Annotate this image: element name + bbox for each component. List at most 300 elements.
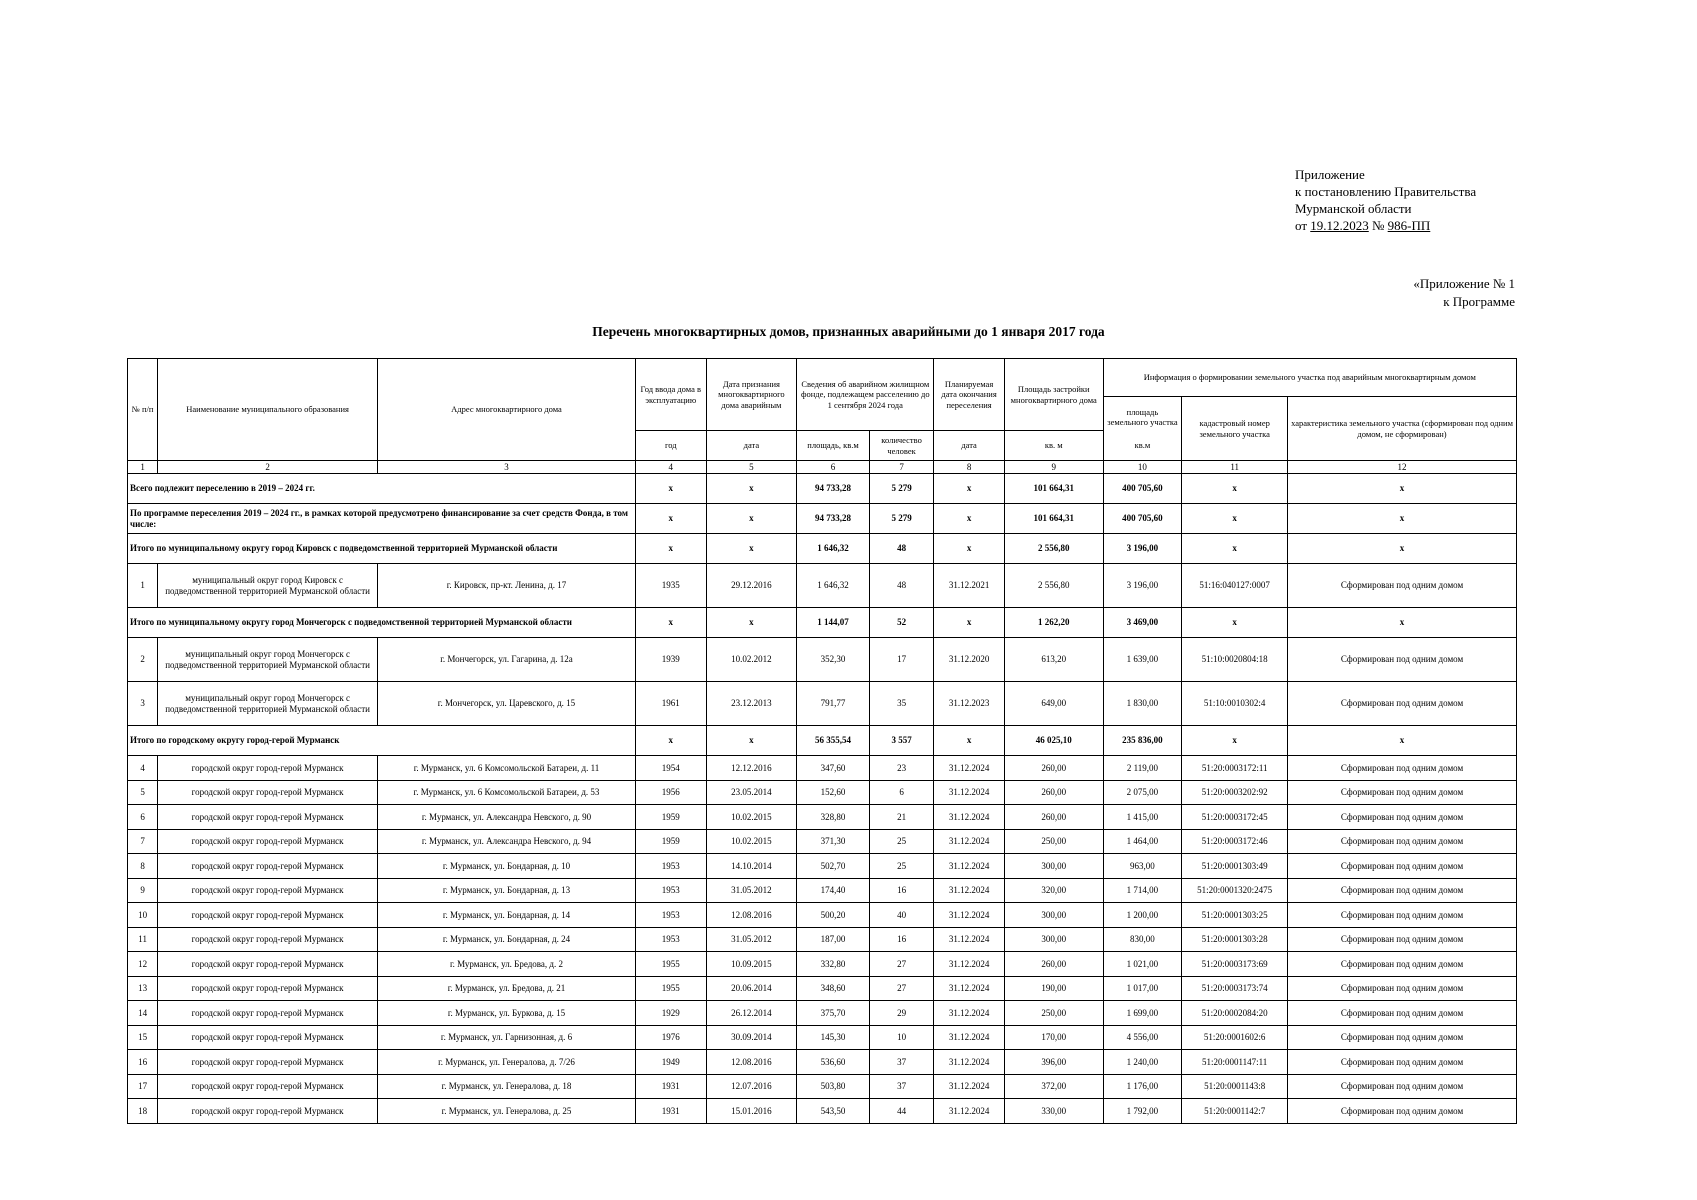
land-char-cell: Сформирован под одним домом bbox=[1288, 878, 1517, 903]
table-row bbox=[128, 854, 1517, 879]
date-cell: 30.09.2014 bbox=[706, 1025, 797, 1050]
summary-cell: x bbox=[706, 608, 797, 638]
built-area-cell: 649,00 bbox=[1004, 682, 1103, 726]
date-cell: 14.10.2014 bbox=[706, 854, 797, 879]
land-area-cell: 1 021,00 bbox=[1103, 952, 1182, 977]
date-cell: 10.09.2015 bbox=[706, 952, 797, 977]
header-cell bbox=[1103, 397, 1182, 461]
area-cell: 352,30 bbox=[797, 638, 870, 682]
header-cell: Год ввода дома в эксплуатацию bbox=[636, 359, 707, 431]
summary-cell: 5 279 bbox=[869, 474, 934, 504]
cadastral-cell: 51:20:0001303:49 bbox=[1182, 854, 1288, 879]
area-cell: 328,80 bbox=[797, 805, 870, 830]
people-cell: 27 bbox=[869, 976, 934, 1001]
address-cell: г. Мурманск, ул. Генералова, д. 7/26 bbox=[377, 1050, 635, 1075]
summary-row bbox=[128, 726, 1517, 756]
header-cell: дата bbox=[934, 431, 1005, 461]
municipality-cell: городской округ город-герой Мурманск bbox=[158, 976, 378, 1001]
summary-cell: x bbox=[1182, 534, 1288, 564]
year-cell: 1953 bbox=[636, 854, 707, 879]
document-title: Перечень многоквартирных домов, признанных аварийными до 1 января 2017 года bbox=[592, 324, 1105, 339]
municipality-cell: городской округ город-герой Мурманск bbox=[158, 805, 378, 830]
end-date-cell: 31.12.2024 bbox=[934, 903, 1005, 928]
summary-cell: x bbox=[636, 534, 707, 564]
summary-cell: 94 733,28 bbox=[797, 504, 870, 534]
program-line: «Приложение № 1 bbox=[1413, 276, 1515, 291]
row-number: 18 bbox=[128, 1099, 158, 1124]
summary-cell: 1 646,32 bbox=[797, 534, 870, 564]
table-row bbox=[128, 976, 1517, 1001]
municipality-cell: муниципальный округ город Кировск с подведомственной территорией Мурманской области bbox=[158, 564, 378, 608]
end-date-cell: 31.12.2024 bbox=[934, 1050, 1005, 1075]
land-char-cell: Сформирован под одним домом bbox=[1288, 829, 1517, 854]
people-cell: 40 bbox=[869, 903, 934, 928]
column-number: 12 bbox=[1288, 461, 1517, 474]
built-area-cell: 2 556,80 bbox=[1004, 564, 1103, 608]
row-number: 14 bbox=[128, 1001, 158, 1026]
land-char-cell: Сформирован под одним домом bbox=[1288, 756, 1517, 781]
people-cell: 35 bbox=[869, 682, 934, 726]
built-area-cell: 260,00 bbox=[1004, 805, 1103, 830]
summary-cell: 400 705,60 bbox=[1103, 474, 1182, 504]
header-cell: площадь, кв.м bbox=[797, 431, 870, 461]
land-area-cell: 1 792,00 bbox=[1103, 1099, 1182, 1124]
year-cell: 1929 bbox=[636, 1001, 707, 1026]
land-char-cell: Сформирован под одним домом bbox=[1288, 903, 1517, 928]
built-area-cell: 190,00 bbox=[1004, 976, 1103, 1001]
people-cell: 21 bbox=[869, 805, 934, 830]
year-cell: 1956 bbox=[636, 780, 707, 805]
summary-label: Всего подлежит переселению в 2019 – 2024 гг. bbox=[128, 474, 636, 504]
appendix-line: Приложение bbox=[1295, 167, 1365, 182]
summary-cell: 94 733,28 bbox=[797, 474, 870, 504]
table-row bbox=[128, 1050, 1517, 1075]
address-cell: г. Мурманск, ул. Бондарная, д. 13 bbox=[377, 878, 635, 903]
table-row bbox=[128, 903, 1517, 928]
column-number: 6 bbox=[797, 461, 870, 474]
summary-row bbox=[128, 608, 1517, 638]
header-cell: Планируемая дата окончания переселения bbox=[934, 359, 1005, 431]
table-row bbox=[128, 1099, 1517, 1124]
end-date-cell: 31.12.2024 bbox=[934, 854, 1005, 879]
land-area-cell: 4 556,00 bbox=[1103, 1025, 1182, 1050]
land-area-cell: 1 176,00 bbox=[1103, 1074, 1182, 1099]
land-area-cell: 1 639,00 bbox=[1103, 638, 1182, 682]
date-cell: 12.07.2016 bbox=[706, 1074, 797, 1099]
row-number: 9 bbox=[128, 878, 158, 903]
cadastral-cell: 51:16:040127:0007 bbox=[1182, 564, 1288, 608]
date-cell: 29.12.2016 bbox=[706, 564, 797, 608]
summary-label: Итого по муниципальному округу город Мончегорск с подведомственной территорией Мурманской области bbox=[128, 608, 636, 638]
date-cell: 26.12.2014 bbox=[706, 1001, 797, 1026]
land-char-cell: Сформирован под одним домом bbox=[1288, 780, 1517, 805]
land-char-cell: Сформирован под одним домом bbox=[1288, 1050, 1517, 1075]
summary-cell: 1 262,20 bbox=[1004, 608, 1103, 638]
column-number: 1 bbox=[128, 461, 158, 474]
municipality-cell: городской округ город-герой Мурманск bbox=[158, 952, 378, 977]
built-area-cell: 170,00 bbox=[1004, 1025, 1103, 1050]
column-number: 11 bbox=[1182, 461, 1288, 474]
cadastral-cell: 51:20:0001602:6 bbox=[1182, 1025, 1288, 1050]
summary-cell: x bbox=[636, 504, 707, 534]
header-cell: год bbox=[636, 431, 707, 461]
people-cell: 27 bbox=[869, 952, 934, 977]
column-number: 8 bbox=[934, 461, 1005, 474]
year-cell: 1955 bbox=[636, 976, 707, 1001]
year-cell: 1953 bbox=[636, 927, 707, 952]
cadastral-cell: 51:20:0001303:28 bbox=[1182, 927, 1288, 952]
summary-cell: x bbox=[934, 726, 1005, 756]
end-date-cell: 31.12.2024 bbox=[934, 1025, 1005, 1050]
summary-cell: 1 144,07 bbox=[797, 608, 870, 638]
end-date-cell: 31.12.2024 bbox=[934, 829, 1005, 854]
built-area-cell: 260,00 bbox=[1004, 780, 1103, 805]
address-cell: г. Мурманск, ул. Бредова, д. 2 bbox=[377, 952, 635, 977]
column-number: 5 bbox=[706, 461, 797, 474]
table-row bbox=[128, 638, 1517, 682]
address-cell: г. Мурманск, ул. Александра Невского, д. 94 bbox=[377, 829, 635, 854]
land-area-cell: 2 119,00 bbox=[1103, 756, 1182, 781]
header-text: площадь земельного участка bbox=[1107, 406, 1178, 428]
summary-label: По программе переселения 2019 – 2024 гг., в рамках которой предусмотрено финансирование за счет средств Фонда, в том числе: bbox=[128, 504, 636, 534]
row-number: 2 bbox=[128, 638, 158, 682]
row-number: 15 bbox=[128, 1025, 158, 1050]
summary-row bbox=[128, 534, 1517, 564]
built-area-cell: 250,00 bbox=[1004, 829, 1103, 854]
land-area-cell: 1 017,00 bbox=[1103, 976, 1182, 1001]
land-char-cell: Сформирован под одним домом bbox=[1288, 682, 1517, 726]
area-cell: 791,77 bbox=[797, 682, 870, 726]
appendix-number: 986-ПП bbox=[1387, 218, 1431, 233]
row-number: 16 bbox=[128, 1050, 158, 1075]
date-cell: 12.08.2016 bbox=[706, 903, 797, 928]
built-area-cell: 260,00 bbox=[1004, 952, 1103, 977]
header-cell: Наименование муниципального образования bbox=[158, 359, 378, 461]
address-cell: г. Мурманск, ул. Гарнизонная, д. 6 bbox=[377, 1025, 635, 1050]
summary-cell: 3 557 bbox=[869, 726, 934, 756]
summary-cell: 3 469,00 bbox=[1103, 608, 1182, 638]
table-row bbox=[128, 927, 1517, 952]
column-number: 7 bbox=[869, 461, 934, 474]
table-row bbox=[128, 780, 1517, 805]
land-char-cell: Сформирован под одним домом bbox=[1288, 805, 1517, 830]
summary-cell: x bbox=[636, 474, 707, 504]
end-date-cell: 31.12.2023 bbox=[934, 682, 1005, 726]
header-cell: Площадь застройки многоквартирного дома bbox=[1004, 359, 1103, 431]
land-char-cell: Сформирован под одним домом bbox=[1288, 1001, 1517, 1026]
area-cell: 375,70 bbox=[797, 1001, 870, 1026]
cadastral-cell: 51:10:0010302:4 bbox=[1182, 682, 1288, 726]
row-number: 8 bbox=[128, 854, 158, 879]
end-date-cell: 31.12.2024 bbox=[934, 927, 1005, 952]
land-char-cell: Сформирован под одним домом bbox=[1288, 854, 1517, 879]
year-cell: 1931 bbox=[636, 1099, 707, 1124]
land-area-cell: 3 196,00 bbox=[1103, 564, 1182, 608]
year-cell: 1931 bbox=[636, 1074, 707, 1099]
end-date-cell: 31.12.2024 bbox=[934, 878, 1005, 903]
municipality-cell: городской округ город-герой Мурманск bbox=[158, 829, 378, 854]
built-area-cell: 330,00 bbox=[1004, 1099, 1103, 1124]
table-row bbox=[128, 1001, 1517, 1026]
area-cell: 543,50 bbox=[797, 1099, 870, 1124]
people-cell: 25 bbox=[869, 829, 934, 854]
land-char-cell: Сформирован под одним домом bbox=[1288, 952, 1517, 977]
date-cell: 12.08.2016 bbox=[706, 1050, 797, 1075]
area-cell: 347,60 bbox=[797, 756, 870, 781]
land-char-cell: Сформирован под одним домом bbox=[1288, 1099, 1517, 1124]
summary-cell: 3 196,00 bbox=[1103, 534, 1182, 564]
header-unit: кв.м bbox=[1134, 439, 1151, 450]
year-cell: 1959 bbox=[636, 805, 707, 830]
year-cell: 1935 bbox=[636, 564, 707, 608]
area-cell: 1 646,32 bbox=[797, 564, 870, 608]
houses-table bbox=[127, 358, 1517, 1124]
built-area-cell: 613,20 bbox=[1004, 638, 1103, 682]
summary-cell: x bbox=[1288, 534, 1517, 564]
date-cell: 31.05.2012 bbox=[706, 878, 797, 903]
built-area-cell: 300,00 bbox=[1004, 903, 1103, 928]
cadastral-cell: 51:10:0020804:18 bbox=[1182, 638, 1288, 682]
header-cell: Сведения об аварийном жилищном фонде, подлежащем расселению до 1 сентября 2024 года bbox=[797, 359, 934, 431]
column-number: 9 bbox=[1004, 461, 1103, 474]
built-area-cell: 250,00 bbox=[1004, 1001, 1103, 1026]
land-area-cell: 1 415,00 bbox=[1103, 805, 1182, 830]
program-line: к Программе bbox=[1443, 294, 1515, 309]
summary-cell: x bbox=[934, 474, 1005, 504]
address-cell: г. Мурманск, ул. 6 Комсомольской Батареи, д. 11 bbox=[377, 756, 635, 781]
area-cell: 371,30 bbox=[797, 829, 870, 854]
address-cell: г. Мурманск, ул. Бондарная, д. 24 bbox=[377, 927, 635, 952]
land-area-cell: 1 240,00 bbox=[1103, 1050, 1182, 1075]
cadastral-cell: 51:20:0002084:20 bbox=[1182, 1001, 1288, 1026]
built-area-cell: 372,00 bbox=[1004, 1074, 1103, 1099]
built-area-cell: 396,00 bbox=[1004, 1050, 1103, 1075]
address-cell: г. Мурманск, ул. Буркова, д. 15 bbox=[377, 1001, 635, 1026]
program-annex-header bbox=[1413, 275, 1515, 311]
land-area-cell: 830,00 bbox=[1103, 927, 1182, 952]
table-row bbox=[128, 1025, 1517, 1050]
summary-cell: x bbox=[1182, 474, 1288, 504]
year-cell: 1976 bbox=[636, 1025, 707, 1050]
cadastral-cell: 51:20:0003173:74 bbox=[1182, 976, 1288, 1001]
address-cell: г. Мурманск, ул. Генералова, д. 25 bbox=[377, 1099, 635, 1124]
header-cell: кадастровый номер земельного участка bbox=[1182, 397, 1288, 461]
summary-cell: x bbox=[706, 474, 797, 504]
summary-cell: 235 836,00 bbox=[1103, 726, 1182, 756]
summary-cell: x bbox=[934, 504, 1005, 534]
summary-label: Итого по городскому округу город-герой Мурманск bbox=[128, 726, 636, 756]
end-date-cell: 31.12.2021 bbox=[934, 564, 1005, 608]
end-date-cell: 31.12.2024 bbox=[934, 1074, 1005, 1099]
column-number: 4 bbox=[636, 461, 707, 474]
municipality-cell: городской округ город-герой Мурманск bbox=[158, 780, 378, 805]
table-row bbox=[128, 564, 1517, 608]
people-cell: 17 bbox=[869, 638, 934, 682]
cadastral-cell: 51:20:0003173:69 bbox=[1182, 952, 1288, 977]
address-cell: г. Мурманск, ул. Бредова, д. 21 bbox=[377, 976, 635, 1001]
land-char-cell: Сформирован под одним домом bbox=[1288, 1025, 1517, 1050]
people-cell: 16 bbox=[869, 878, 934, 903]
summary-cell: x bbox=[1288, 608, 1517, 638]
address-cell: г. Мурманск, ул. Бондарная, д. 14 bbox=[377, 903, 635, 928]
people-cell: 25 bbox=[869, 854, 934, 879]
land-area-cell: 1 714,00 bbox=[1103, 878, 1182, 903]
appendix-date-line bbox=[1295, 217, 1476, 234]
appendix-line: Мурманской области bbox=[1295, 201, 1412, 216]
header-cell: Информация о формировании земельного участка под аварийным многоквартирным домом bbox=[1103, 359, 1516, 397]
row-number: 5 bbox=[128, 780, 158, 805]
area-cell: 187,00 bbox=[797, 927, 870, 952]
date-cell: 15.01.2016 bbox=[706, 1099, 797, 1124]
summary-cell: x bbox=[636, 608, 707, 638]
date-cell: 20.06.2014 bbox=[706, 976, 797, 1001]
people-cell: 48 bbox=[869, 564, 934, 608]
column-number: 10 bbox=[1103, 461, 1182, 474]
municipality-cell: муниципальный округ город Мончегорск с подведомственной территорией Мурманской области bbox=[158, 682, 378, 726]
address-cell: г. Мончегорск, ул. Царевского, д. 15 bbox=[377, 682, 635, 726]
cadastral-cell: 51:20:0003202:92 bbox=[1182, 780, 1288, 805]
summary-cell: x bbox=[706, 726, 797, 756]
municipality-cell: городской округ город-герой Мурманск bbox=[158, 1001, 378, 1026]
people-cell: 37 bbox=[869, 1050, 934, 1075]
row-number: 4 bbox=[128, 756, 158, 781]
summary-cell: 5 279 bbox=[869, 504, 934, 534]
end-date-cell: 31.12.2024 bbox=[934, 1099, 1005, 1124]
header-cell: количество человек bbox=[869, 431, 934, 461]
appendix-header bbox=[1295, 166, 1476, 234]
year-cell: 1961 bbox=[636, 682, 707, 726]
column-number-row bbox=[128, 461, 1517, 474]
summary-cell: x bbox=[706, 504, 797, 534]
people-cell: 16 bbox=[869, 927, 934, 952]
municipality-cell: городской округ город-герой Мурманск bbox=[158, 927, 378, 952]
year-cell: 1953 bbox=[636, 878, 707, 903]
end-date-cell: 31.12.2024 bbox=[934, 1001, 1005, 1026]
end-date-cell: 31.12.2020 bbox=[934, 638, 1005, 682]
end-date-cell: 31.12.2024 bbox=[934, 780, 1005, 805]
row-number: 12 bbox=[128, 952, 158, 977]
row-number: 13 bbox=[128, 976, 158, 1001]
summary-cell: x bbox=[1182, 504, 1288, 534]
people-cell: 23 bbox=[869, 756, 934, 781]
area-cell: 174,40 bbox=[797, 878, 870, 903]
header-cell: № п/п bbox=[128, 359, 158, 461]
table-row bbox=[128, 878, 1517, 903]
cadastral-cell: 51:20:0001143:8 bbox=[1182, 1074, 1288, 1099]
table-row bbox=[128, 682, 1517, 726]
header-cell: Адрес многоквартирного дома bbox=[377, 359, 635, 461]
summary-cell: 56 355,54 bbox=[797, 726, 870, 756]
date-cell: 10.02.2015 bbox=[706, 805, 797, 830]
table-row bbox=[128, 829, 1517, 854]
appendix-date: 19.12.2023 bbox=[1310, 218, 1369, 233]
row-number: 7 bbox=[128, 829, 158, 854]
area-cell: 536,60 bbox=[797, 1050, 870, 1075]
summary-label: Итого по муниципальному округу город Кировск с подведомственной территорией Мурманской области bbox=[128, 534, 636, 564]
header-cell: характеристика земельного участка (сформирован под одним домом, не сформирован) bbox=[1288, 397, 1517, 461]
table-row bbox=[128, 805, 1517, 830]
summary-cell: x bbox=[934, 534, 1005, 564]
municipality-cell: городской округ город-герой Мурманск bbox=[158, 1074, 378, 1099]
summary-row bbox=[128, 504, 1517, 534]
year-cell: 1959 bbox=[636, 829, 707, 854]
cadastral-cell: 51:20:0001147:11 bbox=[1182, 1050, 1288, 1075]
summary-cell: x bbox=[636, 726, 707, 756]
land-area-cell: 1 200,00 bbox=[1103, 903, 1182, 928]
built-area-cell: 260,00 bbox=[1004, 756, 1103, 781]
land-char-cell: Сформирован под одним домом bbox=[1288, 638, 1517, 682]
header-cell: Дата признания многоквартирного дома аварийным bbox=[706, 359, 797, 431]
address-cell: г. Мурманск, ул. Александра Невского, д. 90 bbox=[377, 805, 635, 830]
summary-cell: 400 705,60 bbox=[1103, 504, 1182, 534]
land-char-cell: Сформирован под одним домом bbox=[1288, 976, 1517, 1001]
table-row bbox=[128, 952, 1517, 977]
column-number: 2 bbox=[158, 461, 378, 474]
people-cell: 29 bbox=[869, 1001, 934, 1026]
date-cell: 31.05.2012 bbox=[706, 927, 797, 952]
municipality-cell: городской округ город-герой Мурманск bbox=[158, 878, 378, 903]
summary-row bbox=[128, 474, 1517, 504]
row-number: 17 bbox=[128, 1074, 158, 1099]
date-cell: 12.12.2016 bbox=[706, 756, 797, 781]
appendix-num-sign: № bbox=[1372, 218, 1385, 233]
built-area-cell: 320,00 bbox=[1004, 878, 1103, 903]
land-area-cell: 2 075,00 bbox=[1103, 780, 1182, 805]
summary-cell: 2 556,80 bbox=[1004, 534, 1103, 564]
header-cell: дата bbox=[706, 431, 797, 461]
land-area-cell: 963,00 bbox=[1103, 854, 1182, 879]
summary-cell: 52 bbox=[869, 608, 934, 638]
cadastral-cell: 51:20:0003172:45 bbox=[1182, 805, 1288, 830]
date-cell: 10.02.2015 bbox=[706, 829, 797, 854]
column-number: 3 bbox=[377, 461, 635, 474]
area-cell: 145,30 bbox=[797, 1025, 870, 1050]
municipality-cell: городской округ город-герой Мурманск bbox=[158, 1050, 378, 1075]
summary-cell: x bbox=[934, 608, 1005, 638]
date-cell: 23.12.2013 bbox=[706, 682, 797, 726]
cadastral-cell: 51:20:0001303:25 bbox=[1182, 903, 1288, 928]
people-cell: 10 bbox=[869, 1025, 934, 1050]
area-cell: 152,60 bbox=[797, 780, 870, 805]
cadastral-cell: 51:20:0001142:7 bbox=[1182, 1099, 1288, 1124]
year-cell: 1954 bbox=[636, 756, 707, 781]
cadastral-cell: 51:20:0003172:11 bbox=[1182, 756, 1288, 781]
area-cell: 332,80 bbox=[797, 952, 870, 977]
date-cell: 23.05.2014 bbox=[706, 780, 797, 805]
summary-cell: x bbox=[1288, 474, 1517, 504]
table-row bbox=[128, 756, 1517, 781]
year-cell: 1949 bbox=[636, 1050, 707, 1075]
summary-cell: x bbox=[1288, 726, 1517, 756]
people-cell: 6 bbox=[869, 780, 934, 805]
area-cell: 503,80 bbox=[797, 1074, 870, 1099]
area-cell: 500,20 bbox=[797, 903, 870, 928]
municipality-cell: городской округ город-герой Мурманск bbox=[158, 1099, 378, 1124]
address-cell: г. Кировск, пр-кт. Ленина, д. 17 bbox=[377, 564, 635, 608]
municipality-cell: городской округ город-герой Мурманск bbox=[158, 756, 378, 781]
summary-cell: 101 664,31 bbox=[1004, 474, 1103, 504]
cadastral-cell: 51:20:0001320:2475 bbox=[1182, 878, 1288, 903]
summary-cell: x bbox=[1182, 726, 1288, 756]
built-area-cell: 300,00 bbox=[1004, 927, 1103, 952]
year-cell: 1955 bbox=[636, 952, 707, 977]
row-number: 3 bbox=[128, 682, 158, 726]
municipality-cell: городской округ город-герой Мурманск bbox=[158, 1025, 378, 1050]
municipality-cell: муниципальный округ город Мончегорск с подведомственной территорией Мурманской области bbox=[158, 638, 378, 682]
header-cell: кв. м bbox=[1004, 431, 1103, 461]
table-row bbox=[128, 1074, 1517, 1099]
row-number: 10 bbox=[128, 903, 158, 928]
